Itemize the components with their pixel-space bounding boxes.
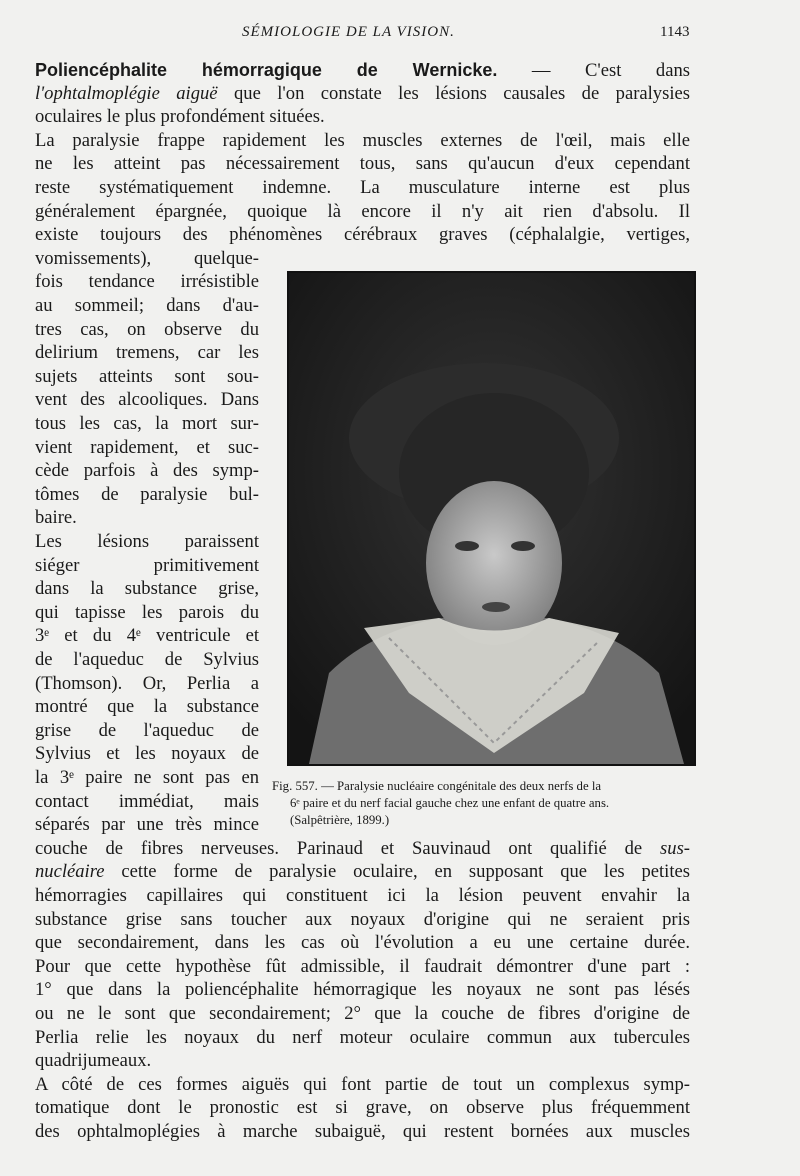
italic-text: nucléaire [35, 861, 105, 883]
text-segment: ne les atteint pas nécessairement tous, sans qu'aucun d'eux cependant [35, 153, 690, 175]
text-line [35, 766, 259, 790]
text-line [35, 412, 259, 436]
text-segment: Perlia relie les noyaux du nerf moteur oculaire commun aux tubercules [35, 1026, 690, 1048]
text-line [35, 719, 259, 743]
text-line [35, 978, 690, 1002]
text-segment: quadrijumeaux. [35, 1050, 152, 1072]
text-segment: delirium tremens, car les [35, 342, 259, 364]
italic-text: sus- [660, 837, 690, 859]
text-line [35, 601, 259, 625]
text-line [35, 152, 690, 176]
text-segment: généralement épargnée, quoique là encore il n'y ait rien d'absolu. Il [35, 200, 690, 222]
text-line [35, 1026, 690, 1050]
text-segment: tous les cas, la mort sur- [35, 413, 259, 434]
text-segment: A côté de ces formes aiguës qui font partie de tout un complexus symp- [35, 1073, 690, 1095]
text-line [35, 1120, 690, 1144]
text-line [35, 318, 259, 342]
text-line [35, 270, 259, 294]
text-line [35, 530, 259, 554]
text-segment: grise de l'aqueduc de [35, 719, 259, 741]
text-segment: siéger primitivement [35, 554, 259, 576]
text-line [35, 341, 259, 365]
text-line [35, 908, 690, 932]
page-number: 1143 [660, 24, 690, 40]
text-segment: contact immédiat, mais [35, 790, 259, 812]
caption-line: (Salpêtrière, 1899.) [290, 813, 390, 827]
italic-text: l'ophtalmoplégie aiguë [35, 82, 218, 104]
text-segment: Pour que cette hypothèse fût admissible, il faudrait démontrer d'une part : [35, 955, 690, 977]
text-line [35, 1096, 690, 1120]
text-line [35, 955, 690, 979]
figure-photograph [287, 271, 696, 766]
text-line [35, 1049, 690, 1073]
text-line [35, 105, 690, 129]
text-line [35, 1002, 690, 1026]
text-line [35, 365, 259, 389]
text-line [35, 577, 259, 601]
text-segment: cède parfois à des symp- [35, 460, 259, 482]
text-line [35, 436, 259, 460]
text-line [35, 58, 690, 82]
text-line [35, 506, 259, 530]
text-line [35, 247, 259, 271]
section-heading: Poliencéphalite hémorragique de Wernicke. [35, 60, 498, 80]
text-segment: tomatique dont le pronostic est si grave, on observe plus fréquemment [35, 1097, 690, 1119]
text-segment: tômes de paralysie bul- [35, 483, 259, 505]
text-line [35, 82, 690, 106]
text-segment: couche de fibres nerveuses. Parinaud et Sauvinaud ont qualifié de [35, 837, 661, 859]
caption-line: Fig. 557. — Paralysie nucléaire congénitale des deux nerfs de la [272, 779, 602, 793]
text-line [35, 931, 690, 955]
text-line [35, 884, 690, 908]
text-segment: (Thomson). Or, Perlia a [35, 672, 259, 694]
text-segment: — C'est dans [497, 60, 690, 81]
text-line [35, 790, 259, 814]
text-segment: baire. [35, 507, 77, 529]
text-line [35, 624, 259, 648]
figure-caption [272, 778, 696, 829]
text-line [35, 672, 259, 696]
text-segment: vient rapidement, et suc- [35, 436, 259, 458]
text-segment: sujets atteints sont sou- [35, 365, 259, 387]
text-segment: La paralysie frappe rapidement les muscles externes de l'œil, mais elle [35, 129, 690, 151]
text-segment: de l'aqueduc de Sylvius [35, 649, 259, 670]
text-segment: Les lésions paraissent [35, 531, 259, 552]
running-header: SÉMIOLOGIE DE LA VISION. [242, 24, 455, 40]
text-segment: ou ne le sont que secondairement; 2° que la couche de fibres d'origine de [35, 1003, 690, 1024]
text-line [35, 837, 690, 861]
text-segment: vent des alcooliques. Dans [35, 389, 259, 411]
text-segment: montré que la substance [35, 696, 259, 718]
portrait-photo-illustration [289, 273, 694, 764]
text-line [35, 860, 690, 884]
text-segment: dans la substance grise, [35, 578, 259, 600]
text-segment: fois tendance irrésistible [35, 271, 259, 293]
text-line [35, 129, 690, 153]
text-segment: existe toujours des phénomènes cérébraux graves (céphalalgie, vertiges, [35, 224, 690, 246]
text-line [35, 200, 690, 224]
text-segment: reste systématiquement indemne. La musculature interne est plus [35, 177, 690, 198]
text-line [35, 648, 259, 672]
text-segment: hémorragies capillaires qui constituent ici la lésion peuvent envahir la [35, 885, 690, 906]
text-segment: au sommeil; dans d'au- [35, 295, 259, 316]
text-segment: vomissements), quelque- [35, 247, 259, 269]
text-line [35, 483, 259, 507]
text-line [35, 294, 259, 318]
text-line [35, 1073, 690, 1097]
text-segment: séparés par une très mince [35, 814, 259, 836]
text-line [35, 742, 259, 766]
caption-line: 6ᵉ paire et du nerf facial gauche chez une enfant de quatre ans. [290, 796, 610, 810]
text-segment: 1° que dans la poliencéphalite hémorragique les noyaux ne sont pas lésés [35, 979, 690, 1001]
text-line [35, 176, 690, 200]
text-line [35, 695, 259, 719]
text-line [35, 554, 259, 578]
text-segment: cette forme de paralysie oculaire, en supposant que les petites [104, 861, 690, 883]
text-segment: tres cas, on observe du [35, 318, 259, 340]
text-line [35, 813, 259, 837]
text-line [35, 388, 259, 412]
text-segment: substance grise sans toucher aux noyaux d'origine qui ne seraient pris [35, 908, 690, 930]
text-segment: qui tapisse les parois du [35, 601, 259, 623]
text-segment: que secondairement, dans les cas où l'évolution a eu une certaine durée. [35, 932, 690, 954]
text-line [35, 223, 690, 247]
text-line [35, 459, 259, 483]
text-segment: des ophtalmoplégies à marche subaiguë, qui restent bornées aux muscles [35, 1121, 690, 1142]
text-segment: 3ᵉ et du 4ᵉ ventricule et [35, 625, 259, 647]
text-segment: oculaires le plus profondément situées. [35, 106, 325, 128]
text-segment: Sylvius et les noyaux de [35, 743, 259, 765]
text-segment: que l'on constate les lésions causales de paralysies [217, 82, 690, 104]
text-segment: la 3ᵉ paire ne sont pas en [35, 767, 259, 788]
